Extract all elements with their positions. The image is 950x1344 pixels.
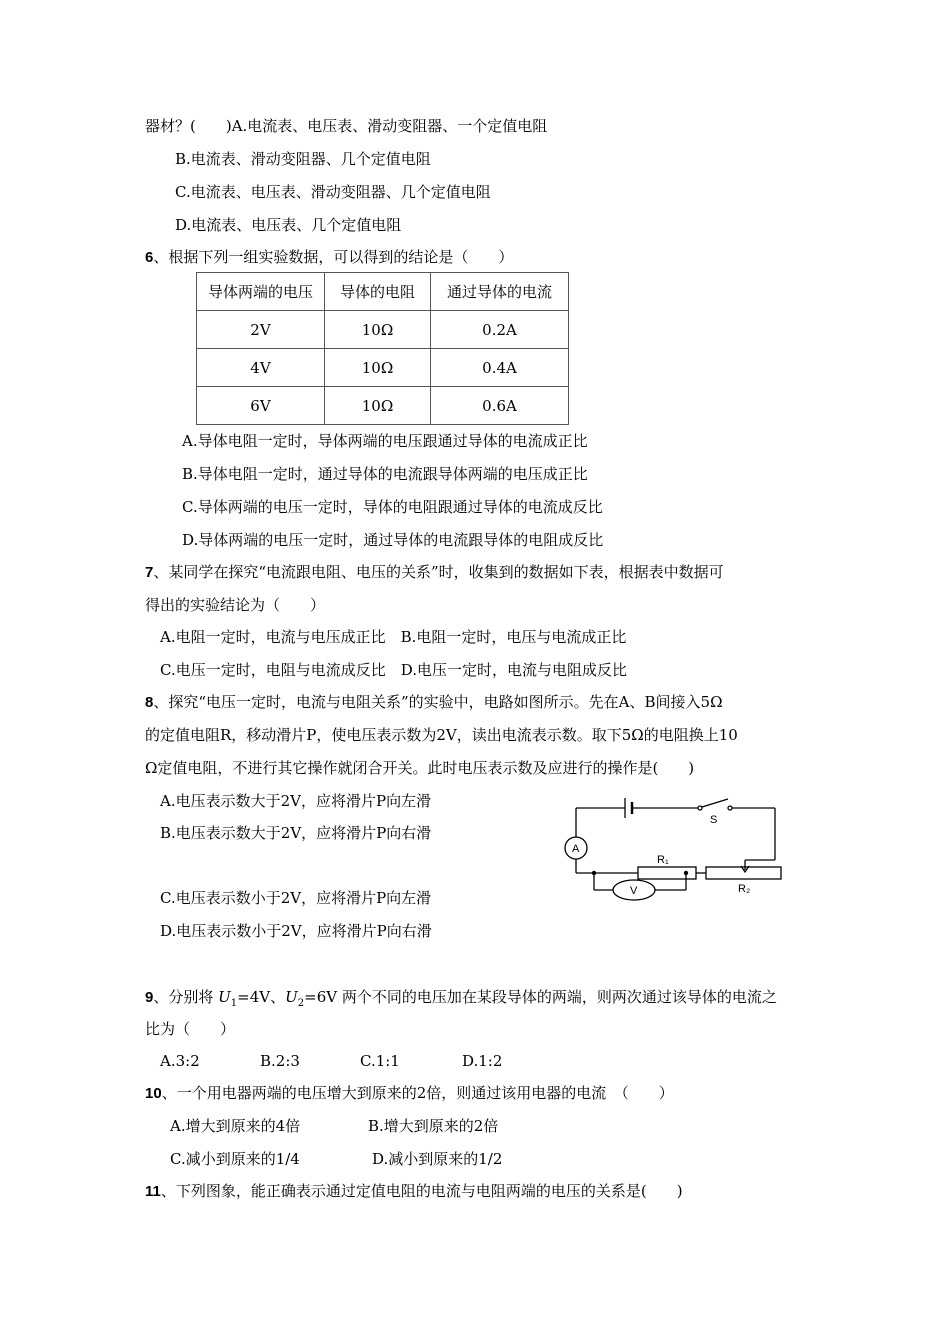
switch-blade [702,799,728,807]
switch-contact [698,806,702,810]
q9-stem [145,987,777,1014]
table-header-voltage: 导体两端的电压 [197,273,325,311]
table-cell: 4V [197,349,325,387]
r2-label: R₂ [738,883,751,895]
r1-label: R₁ [657,854,669,866]
q9-option-b: B.2:3 [260,1052,300,1070]
q6-option-b: B.导体电阻一定时，通过导体的电流跟导体两端的电压成正比 [182,465,588,483]
q9-option-c: C.1:1 [360,1052,400,1070]
table-header-row [197,273,569,311]
q8-text-1: 、探究“电压一定时，电流与电阻关系”的实验中，电路如图所示。先在A、B间接入5Ω [153,693,723,711]
table-cell: 10Ω [325,387,431,425]
table-row [197,311,569,349]
voltmeter-label: V [630,885,638,897]
switch-contact [728,806,732,810]
junction-dot [592,871,596,875]
q9-text-pre: 、分别将 [153,988,219,1006]
circuit-diagram [560,790,790,920]
q7-number: 7 [145,564,154,581]
q6-text: 、根据下列一组实验数据，可以得到的结论是（ ） [153,248,514,266]
table-cell: 6V [197,387,325,425]
q11-number: 11 [145,1183,161,1200]
q8-text-3: Ω定值电阻，不进行其它操作就闭合开关。此时电压表示数及应进行的操作是( ) [145,759,695,777]
q9-option-d: D.1:2 [462,1052,503,1070]
q6-number: 6 [145,249,154,266]
q6-option-a: A.导体电阻一定时，导体两端的电压跟通过导体的电流成正比 [182,432,588,450]
q10-option-c: C.减小到原来的1/4 [170,1150,300,1168]
q8-number: 8 [145,694,154,711]
q6-option-c: C.导体两端的电压一定时，导体的电阻跟通过导体的电流成反比 [182,498,603,516]
q7-options-cd: C.电压一定时，电阻与电流成反比 D.电压一定时，电流与电阻成反比 [160,661,627,679]
table-cell: 0.4A [431,349,569,387]
q7-stem [145,562,724,583]
q10-number: 10 [145,1085,162,1102]
q7-options-ab: A.电阻一定时，电流与电压成正比 B.电阻一定时，电压与电流成正比 [160,628,627,646]
junction-dot [684,871,688,875]
q6-stem [145,247,513,268]
q8-stem [145,692,723,713]
table-cell: 2V [197,311,325,349]
ammeter-label: A [572,843,580,855]
q5-option-b: B.电流表、滑动变阻器、几个定值电阻 [175,150,431,168]
u1-subscript: 1 [230,998,238,1009]
q7-text-1: 、某同学在探究“电流跟电阻、电压的关系”时，收集到的数据如下表，根据表中数据可 [153,563,724,581]
switch-label: S [710,814,718,826]
table-cell: 0.2A [431,311,569,349]
q7-text-2: 得出的实验结论为（ ） [145,596,326,614]
table-cell: 10Ω [325,311,431,349]
q9-text-mid: =4V、 [237,988,286,1006]
q10-text: 、一个用电器两端的电压增大到原来的2倍，则通过该用电器的电流 （ ） [161,1084,674,1102]
q11-text: 、下列图象，能正确表示通过定值电阻的电流与电阻两端的电压的关系是( ) [160,1182,683,1200]
u1-symbol: U [218,988,231,1006]
u2-subscript: 2 [297,998,305,1009]
table-header-current: 通过导体的电流 [431,273,569,311]
q10-option-b: B.增大到原来的2倍 [368,1117,499,1135]
q9-number: 9 [145,989,154,1006]
q8-text-2: 的定值电阻R，移动滑片P，使电压表示数为2V，读出电流表示数。取下5Ω的电阻换上10 [145,726,738,744]
q10-option-a: A.增大到原来的4倍 [170,1117,301,1135]
q9-text-post: =6V 两个不同的电压加在某段导体的两端，则两次通过该导体的电流之 [304,988,777,1006]
table-cell: 10Ω [325,349,431,387]
q8-option-c: C.电压表示数小于2V，应将滑片P向左滑 [160,889,432,907]
q8-option-d: D.电压表示数小于2V，应将滑片P向右滑 [160,922,432,940]
q6-option-d: D.导体两端的电压一定时，通过导体的电流跟导体的电阻成反比 [182,531,604,549]
q9-option-a: A.3:2 [160,1052,200,1070]
q11-stem [145,1181,683,1202]
q8-option-b: B.电压表示数大于2V，应将滑片P向右滑 [160,824,432,842]
q9-text-2: 比为（ ） [145,1020,236,1038]
q5-option-d: D.电流表、电压表、几个定值电阻 [175,216,402,234]
q5-option-c: C.电流表、电压表、滑动变阻器、几个定值电阻 [175,183,491,201]
table-row [197,349,569,387]
q6-data-table [196,272,569,425]
u2-symbol: U [285,988,298,1006]
q8-option-a: A.电压表示数大于2V，应将滑片P向左滑 [160,792,432,810]
table-row [197,387,569,425]
table-header-resistance: 导体的电阻 [325,273,431,311]
table-cell: 0.6A [431,387,569,425]
q10-option-d: D.减小到原来的1/2 [372,1150,503,1168]
q10-stem [145,1083,674,1104]
q5-stem: 器材？( )A.电流表、电压表、滑动变阻器、一个定值电阻 [145,117,548,135]
